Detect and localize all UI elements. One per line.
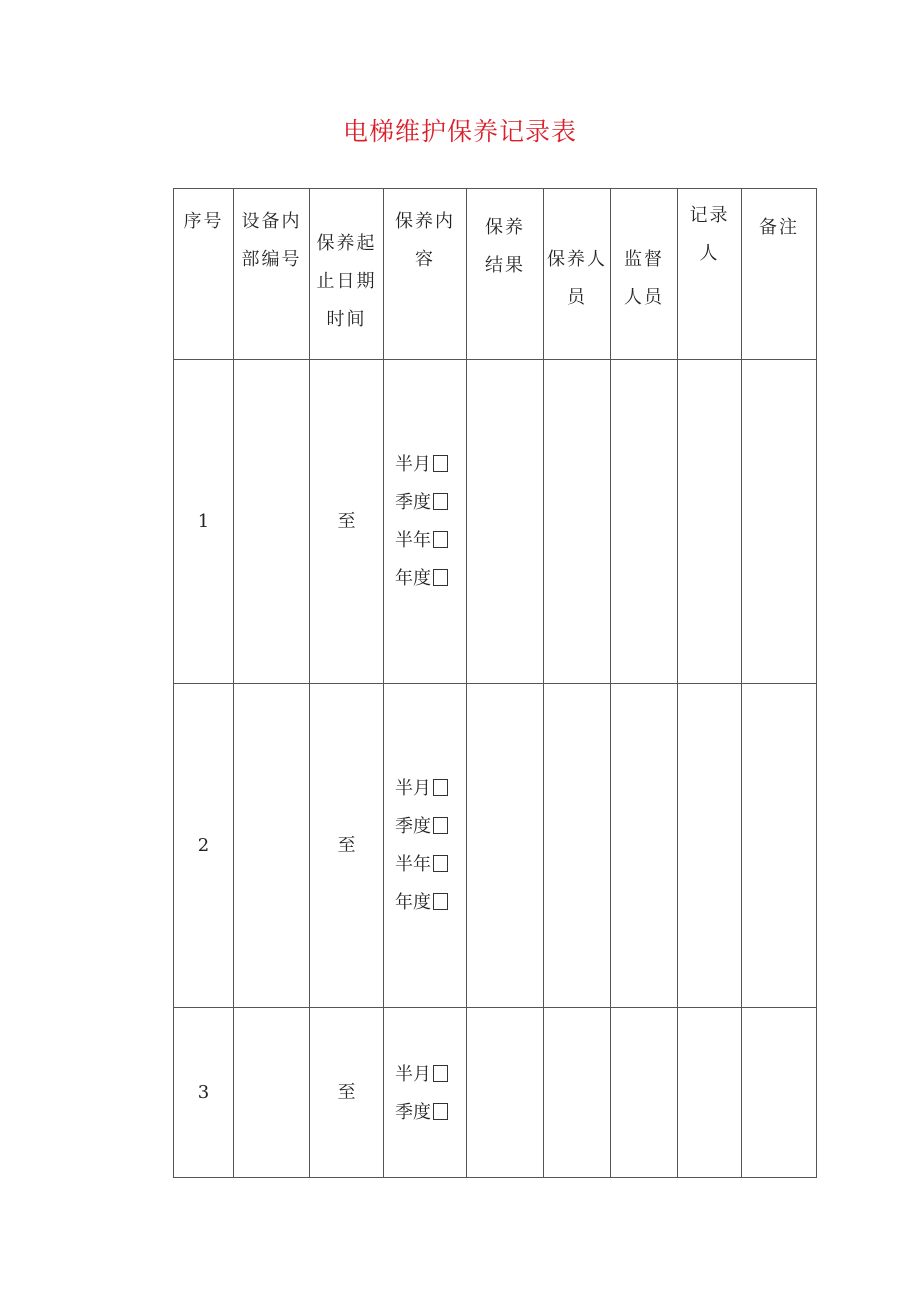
recorder-cell[interactable] <box>678 360 742 684</box>
remark-cell[interactable] <box>742 1008 817 1178</box>
table-row <box>174 1008 817 1178</box>
recorder-cell[interactable] <box>678 684 742 1008</box>
header-no: 序号 <box>174 189 234 360</box>
header-date: 保养起 止日期 时间 <box>310 189 384 360</box>
supervisor-cell[interactable] <box>611 1008 678 1178</box>
date-cell[interactable]: 至 <box>310 1008 384 1178</box>
header-result: 保养 结果 <box>467 189 544 360</box>
checkbox-icon[interactable] <box>433 817 448 834</box>
maintenance-record-table <box>173 188 817 1178</box>
document-title: 电梯维护保养记录表 <box>342 117 577 146</box>
device-id-cell[interactable] <box>234 360 310 684</box>
option-quarter[interactable]: 季度 <box>384 808 466 846</box>
row-number: 3 <box>174 1008 234 1178</box>
recorder-cell[interactable] <box>678 1008 742 1178</box>
header-remark: 备注 <box>742 189 817 360</box>
header-row <box>174 189 817 360</box>
option-half-year[interactable]: 半年 <box>384 846 466 884</box>
result-cell[interactable] <box>467 684 544 1008</box>
header-maintainer: 保养人 员 <box>544 189 611 360</box>
device-id-cell[interactable] <box>234 1008 310 1178</box>
supervisor-cell[interactable] <box>611 684 678 1008</box>
date-cell[interactable]: 至 <box>310 360 384 684</box>
option-half-year[interactable]: 半年 <box>384 522 466 560</box>
table-row <box>174 684 817 1008</box>
checkbox-icon[interactable] <box>433 779 448 796</box>
option-half-month[interactable]: 半月 <box>384 770 466 808</box>
checkbox-icon[interactable] <box>433 531 448 548</box>
row-number: 2 <box>174 684 234 1008</box>
checkbox-icon[interactable] <box>433 455 448 472</box>
option-quarter[interactable]: 季度 <box>384 1094 466 1132</box>
checkbox-icon[interactable] <box>433 893 448 910</box>
date-cell[interactable]: 至 <box>310 684 384 1008</box>
header-supervisor: 监督 人员 <box>611 189 678 360</box>
maintainer-cell[interactable] <box>544 360 611 684</box>
content-cell <box>384 684 467 1008</box>
checkbox-icon[interactable] <box>433 493 448 510</box>
option-year[interactable]: 年度 <box>384 884 466 922</box>
checkbox-icon[interactable] <box>433 855 448 872</box>
option-half-month[interactable]: 半月 <box>384 1056 466 1094</box>
remark-cell[interactable] <box>742 360 817 684</box>
supervisor-cell[interactable] <box>611 360 678 684</box>
option-quarter[interactable]: 季度 <box>384 484 466 522</box>
checkbox-icon[interactable] <box>433 569 448 586</box>
header-content: 保养内 容 <box>384 189 467 360</box>
remark-cell[interactable] <box>742 684 817 1008</box>
table-row <box>174 360 817 684</box>
header-device-id: 设备内 部编号 <box>234 189 310 360</box>
result-cell[interactable] <box>467 1008 544 1178</box>
checkbox-icon[interactable] <box>433 1103 448 1120</box>
content-cell <box>384 1008 467 1178</box>
content-cell <box>384 360 467 684</box>
checkbox-icon[interactable] <box>433 1065 448 1082</box>
row-number: 1 <box>174 360 234 684</box>
result-cell[interactable] <box>467 360 544 684</box>
device-id-cell[interactable] <box>234 684 310 1008</box>
maintainer-cell[interactable] <box>544 684 611 1008</box>
maintainer-cell[interactable] <box>544 1008 611 1178</box>
option-year[interactable]: 年度 <box>384 560 466 598</box>
option-half-month[interactable]: 半月 <box>384 446 466 484</box>
header-recorder: 记录 人 <box>678 189 742 360</box>
